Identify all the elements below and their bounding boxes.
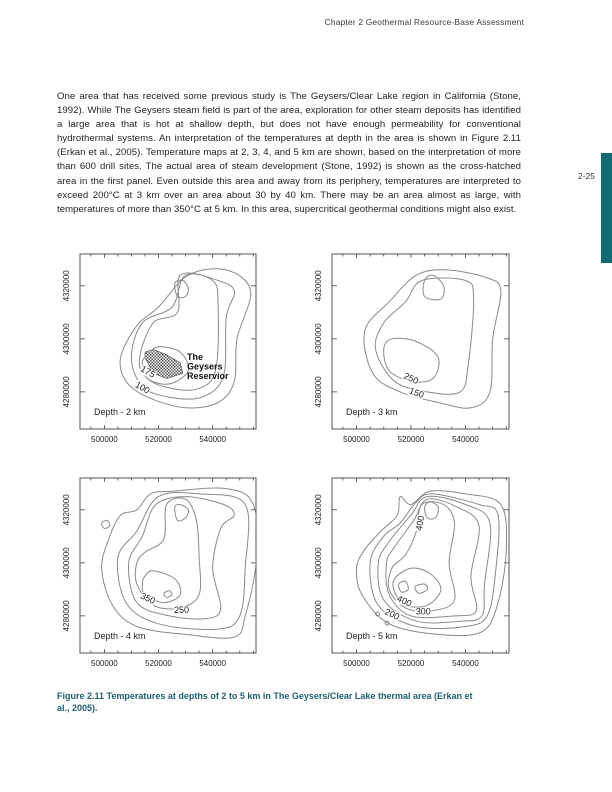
x-tick-label: 540000 [452, 435, 479, 444]
y-tick-label: 4280000 [314, 600, 323, 632]
contour-group [356, 491, 506, 636]
depth-label: Depth - 4 km [94, 631, 146, 641]
y-tick-label: 4300000 [314, 547, 323, 579]
contour-label: 150 [407, 385, 426, 401]
x-tick-label: 500000 [91, 435, 118, 444]
y-tick-label: 4280000 [62, 376, 71, 408]
contour-line [175, 280, 189, 298]
contour-panel-1 [62, 254, 256, 444]
x-tick-label: 540000 [199, 659, 227, 668]
contour-group [102, 488, 257, 638]
depth-label: Depth - 3 km [346, 407, 398, 417]
panel-frame [80, 254, 256, 429]
contour-line [415, 584, 428, 593]
y-tick-label: 4320000 [62, 494, 71, 526]
y-tick-label: 4320000 [62, 270, 71, 302]
contour-label: 350 [138, 590, 157, 607]
x-tick-label: 540000 [452, 659, 479, 668]
contour-group [364, 270, 501, 408]
x-tick-label: 520000 [397, 435, 425, 444]
contour-line [399, 581, 409, 592]
depth-label: Depth - 2 km [94, 407, 146, 417]
reservoir-label: Geysers [186, 361, 223, 372]
contour-label: 250 [174, 605, 190, 616]
x-tick-label: 500000 [343, 659, 370, 668]
y-tick-label: 4300000 [314, 323, 323, 355]
x-tick-label: 520000 [145, 659, 172, 668]
x-tick-label: 520000 [397, 659, 425, 668]
running-head: Chapter 2 Geothermal Resource-Base Assessment [324, 17, 524, 27]
paragraph-text: One area that has received some previous study is The Geysers/Clear Lake region in California (Stone, 1992). While The Geysers steam field is part of the area, exploration for other steam deposits has identified a large area that is hot at shallow depth, but does not have enough permeability for conventional hydrothermal systems. An interpretation of the temperatures at depth in the area is shown in Figure 2.11 (Erkan et al., 2005). Temperature maps at 2, 3, 4, and 5 km are shown, based on the interpretation of more than 600 drill sites. The actual area of steam development (Stone, 1992) is shown as the cross-hatched area in the first panel. Even outside this area and away from its periphery, temperatures are interpreted to exceed 200°C at 3 km over an area about 30 by 40 km. There may be an area almost as large, with temperatures of more than 350°C at 5 km. In this area, supercritical geothermal conditions might also exist. [57, 91, 521, 215]
figure-caption: Figure 2.11 Temperatures at depths of 2 to 5 km in The Geysers/Clear Lake thermal area (Erkan et al., 2005). [57, 691, 473, 714]
y-tick-label: 4320000 [314, 494, 323, 526]
x-tick-label: 500000 [343, 435, 370, 444]
contour-line [364, 270, 501, 408]
y-tick-label: 4280000 [314, 376, 323, 408]
y-tick-label: 4300000 [62, 323, 71, 355]
contour-panel-4 [314, 478, 509, 668]
panel-frame [332, 478, 509, 653]
contour-line [424, 502, 438, 519]
contour-line [164, 591, 172, 598]
y-tick-label: 4280000 [62, 600, 71, 632]
contour-label: 250 [402, 370, 421, 387]
contour-label: 100 [133, 379, 152, 396]
contour-label: 400 [413, 514, 427, 532]
contour-label: 300 [415, 606, 431, 617]
contour-line [102, 488, 257, 638]
contour-panel-2 [314, 254, 509, 444]
contour-label: 200 [383, 606, 402, 622]
depth-label: Depth - 5 km [346, 631, 398, 641]
y-tick-label: 4300000 [62, 547, 71, 579]
contour-line [102, 520, 110, 528]
contour-label: 175 [138, 363, 157, 380]
reservoir-label: The [186, 352, 203, 363]
page-number: 2-25 [578, 171, 595, 181]
reservoir-label: Reservior [186, 371, 229, 382]
x-tick-label: 500000 [91, 659, 118, 668]
x-tick-label: 520000 [145, 435, 172, 444]
contour-line [175, 504, 189, 521]
contour-label: 400 [395, 593, 414, 609]
x-tick-label: 540000 [199, 435, 227, 444]
contour-panel-3 [62, 478, 257, 668]
y-tick-label: 4320000 [314, 270, 323, 302]
